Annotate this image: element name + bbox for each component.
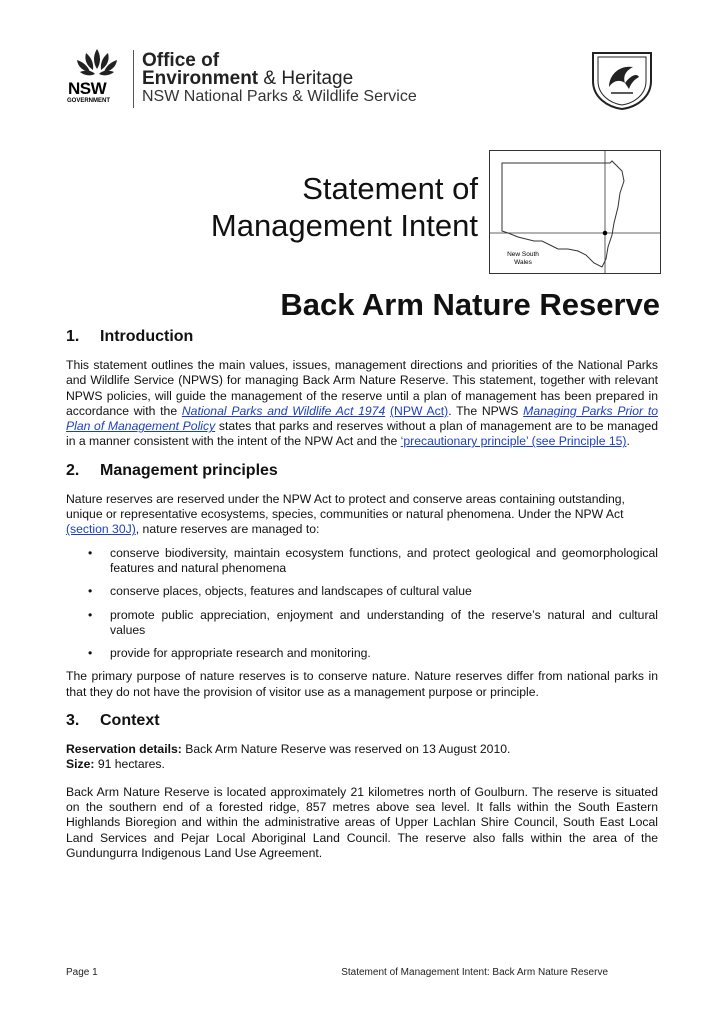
npws-badge-logo bbox=[585, 47, 659, 111]
text-run: This statement outlines the main values, issues, management directions and priorities of the National Parks and Wildlife Service (NPWS) for managing Back Arm Nature Reserve. This statement, together with relevant NPWS policies, will guide the management of the reserve until a plan of management has been prepared in accordance with the bbox=[66, 358, 658, 418]
section-introduction-heading bbox=[66, 328, 658, 346]
title-line-2: Management Intent bbox=[210, 208, 478, 243]
org-line-1: Office of bbox=[142, 50, 220, 71]
organisation-name bbox=[142, 52, 417, 106]
text-run: states that parks and reserves without a plan of management are to be managed in a manner consistent with the intent of the NPW Act and the bbox=[66, 419, 658, 449]
list-item-text: promote public appreciation, enjoyment and understanding of the reserve’s natural and cultural values bbox=[110, 607, 658, 637]
npw-act-abbrev-link[interactable]: (NPW Act) bbox=[389, 403, 449, 418]
document-title bbox=[211, 170, 478, 244]
org-heritage: & Heritage bbox=[263, 68, 354, 89]
list-item bbox=[88, 607, 658, 639]
introduction-paragraph bbox=[66, 358, 658, 450]
bullet-icon: • bbox=[88, 584, 93, 599]
text-run: , nature reserves are managed to: bbox=[135, 522, 320, 537]
text-run: Nature reserves are reserved under the NPW Act to protect and conserve areas containing outstanding, unique or representative ecosystems, species, communities or natural phenomena. Under the NPW Act bbox=[66, 491, 625, 522]
reservation-value: Back Arm Nature Reserve was reserved on 13 August 2010. bbox=[181, 742, 511, 757]
section-management-principles-heading bbox=[66, 462, 658, 480]
list-item bbox=[88, 545, 658, 577]
bullet-icon: • bbox=[88, 646, 93, 661]
precautionary-principle-link[interactable]: ‘precautionary principle’ (see Principle 15) bbox=[400, 434, 627, 449]
nsw-wordmark: NSW bbox=[68, 79, 107, 98]
list-item-text: conserve biodiversity, maintain ecosystem functions, and protect geological and geomorphological features and natural phenomena bbox=[110, 545, 658, 575]
reservation-label: Reservation details: bbox=[66, 742, 182, 757]
list-item-text: provide for appropriate research and monitoring. bbox=[110, 646, 371, 661]
org-environment: Environment bbox=[142, 68, 259, 89]
section-number: 1. bbox=[66, 328, 80, 345]
nsw-government-text: GOVERNMENT bbox=[67, 98, 111, 104]
text-run: . The NPWS bbox=[448, 403, 524, 418]
footer-document-title: Statement of Management Intent: Back Arm Nature Reserve bbox=[341, 967, 608, 978]
list-item bbox=[88, 646, 658, 661]
nsw-government-logo bbox=[66, 45, 128, 109]
size-label: Size: bbox=[66, 757, 95, 772]
section-number: 3. bbox=[66, 712, 80, 730]
locator-map bbox=[489, 150, 661, 274]
title-line-1: Statement of bbox=[302, 171, 478, 206]
footer-page-number: Page 1 bbox=[66, 967, 98, 978]
list-item-text: conserve places, objects, features and landscapes of cultural value bbox=[110, 584, 472, 599]
reservation-details bbox=[66, 742, 658, 773]
section-context-heading bbox=[66, 712, 658, 730]
principles-purpose-paragraph: The primary purpose of nature reserves is to conserve nature. Nature reserves differ from national parks in that they do not have the provision of visitor use as a management purpose or principle. bbox=[66, 669, 658, 699]
header-divider bbox=[133, 50, 134, 108]
map-label: New South Wales bbox=[507, 251, 539, 266]
section-30j-link[interactable]: (section 30J) bbox=[66, 522, 136, 537]
reserve-name-heading: Back Arm Nature Reserve bbox=[280, 287, 660, 322]
size-value: 91 hectares. bbox=[94, 757, 165, 772]
bullet-icon: • bbox=[88, 607, 93, 622]
list-item bbox=[88, 584, 658, 599]
npw-act-link[interactable]: National Parks and Wildlife Act 1974 bbox=[181, 403, 386, 418]
context-paragraph: Back Arm Nature Reserve is located approximately 21 kilometres north of Goulburn. The reserve is situated on the southern end of a forested ridge, 857 metres above sea level. It falls within the South Eastern Highlands Bioregion and within the administrative areas of Upper Lachlan Shire Council, South East Local Land Services and Pejar Local Aboriginal Land Council. The reserve also falls within the area of the Gundungurra Indigenous Land Use Agreement. bbox=[66, 784, 658, 860]
lyrebird-badge-icon bbox=[585, 47, 659, 111]
document-body bbox=[66, 328, 658, 873]
text-run: . bbox=[626, 434, 630, 449]
managing-parks-policy-link[interactable]: Managing Parks Prior to Plan of Management Policy bbox=[66, 403, 658, 434]
bullet-icon: • bbox=[88, 545, 93, 560]
section-title: Management principles bbox=[100, 461, 278, 479]
org-line-3: NSW National Parks & Wildlife Service bbox=[142, 88, 417, 105]
section-title: Context bbox=[100, 712, 160, 730]
principles-paragraph bbox=[66, 492, 658, 538]
section-title: Introduction bbox=[100, 328, 194, 345]
org-line-2 bbox=[142, 70, 417, 88]
principles-list bbox=[66, 546, 658, 662]
section-number: 2. bbox=[66, 461, 80, 479]
